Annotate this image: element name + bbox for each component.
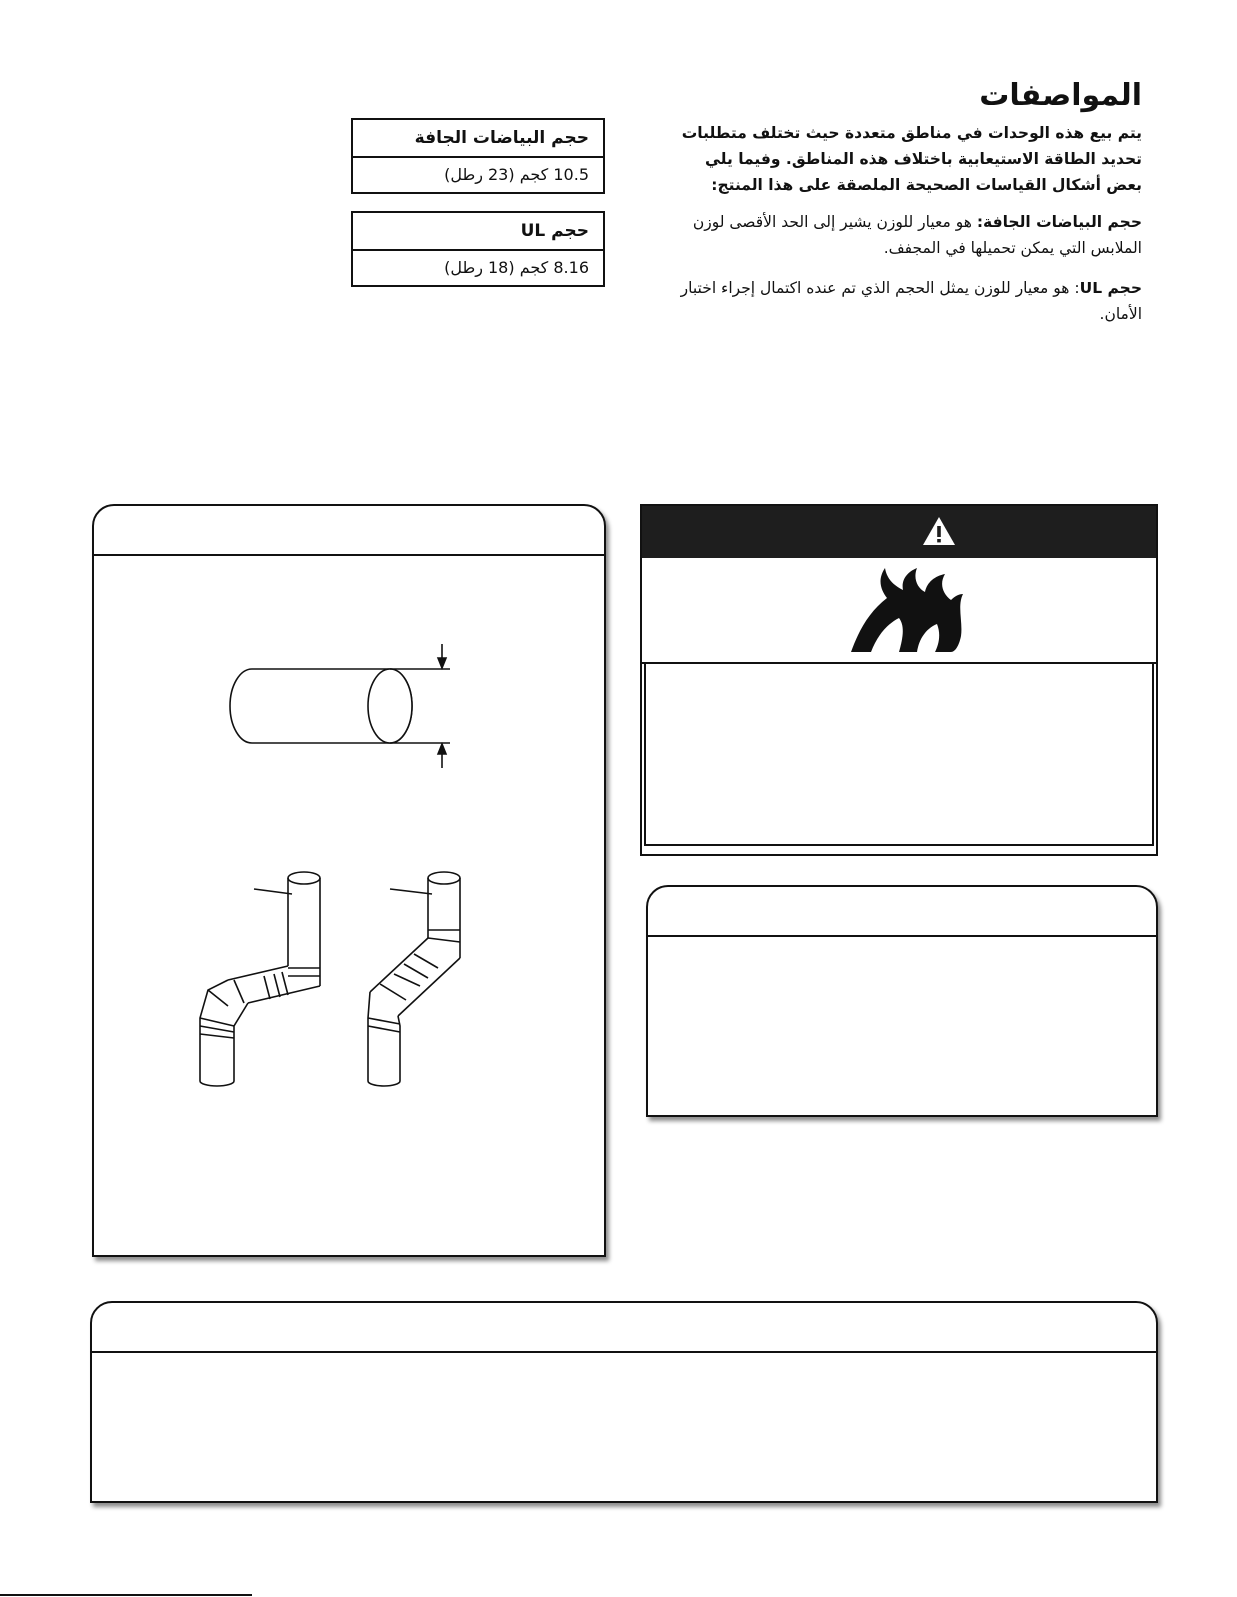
duct-cylinder-end (368, 669, 412, 743)
dry-load-text: هو معيار للوزن يشير إلى الحد الأقصى لوزن الملابس التي يمكن تحميلها في المجفف. (692, 213, 1142, 257)
dry-load-label: حجم البياضات الجافة: (976, 213, 1142, 231)
ul-text: : هو معيار للوزن يمثل الحجم الذي تم عنده اكتمال إجراء اختبار الأمان. (680, 279, 1142, 323)
fire-warning-panel (640, 504, 1158, 856)
warning-inner-frame (644, 664, 1154, 846)
fire-hazard-icon (847, 566, 965, 654)
warning-header-bar (642, 506, 1156, 558)
bottom-panel-header (92, 1303, 1156, 1353)
info-panel-header (648, 887, 1156, 937)
ul-definition (672, 275, 1142, 327)
warning-text-area (642, 664, 1156, 850)
ul-table-value: 8.16 كجم (18 رطل) (444, 258, 589, 277)
bottom-info-panel (90, 1301, 1158, 1503)
fire-hazard-symbol-area (642, 558, 1156, 664)
vent-requirements-panel (92, 504, 606, 1257)
ul-capacity-table (351, 211, 605, 287)
dry-load-capacity-table (351, 118, 605, 194)
specifications-title: المواصفات (979, 78, 1142, 113)
ul-table-header: حجم UL (353, 213, 603, 251)
ul-label: حجم UL (1079, 279, 1142, 297)
vent-duct-illustration (94, 506, 608, 1259)
specifications-intro: يتم بيع هذه الوحدات في مناطق متعددة حيث تختلف متطلبات تحديد الطاقة الاستيعابية باختلاف هذه المناطق. وفيما يلي بعض أشكال القياسات الصحيحة الملصقة على هذا المنتج: (681, 124, 1142, 194)
dry-load-table-header: حجم البياضات الجافة (353, 120, 603, 158)
warning-triangle-icon (922, 516, 956, 546)
dry-load-definition (672, 209, 1142, 261)
right-offset-duct (368, 872, 460, 1086)
left-elbow-duct (200, 872, 320, 1086)
info-panel (646, 885, 1158, 1117)
dry-load-table-value: 10.5 كجم (23 رطل) (444, 165, 589, 184)
footer-rule (0, 1594, 252, 1596)
